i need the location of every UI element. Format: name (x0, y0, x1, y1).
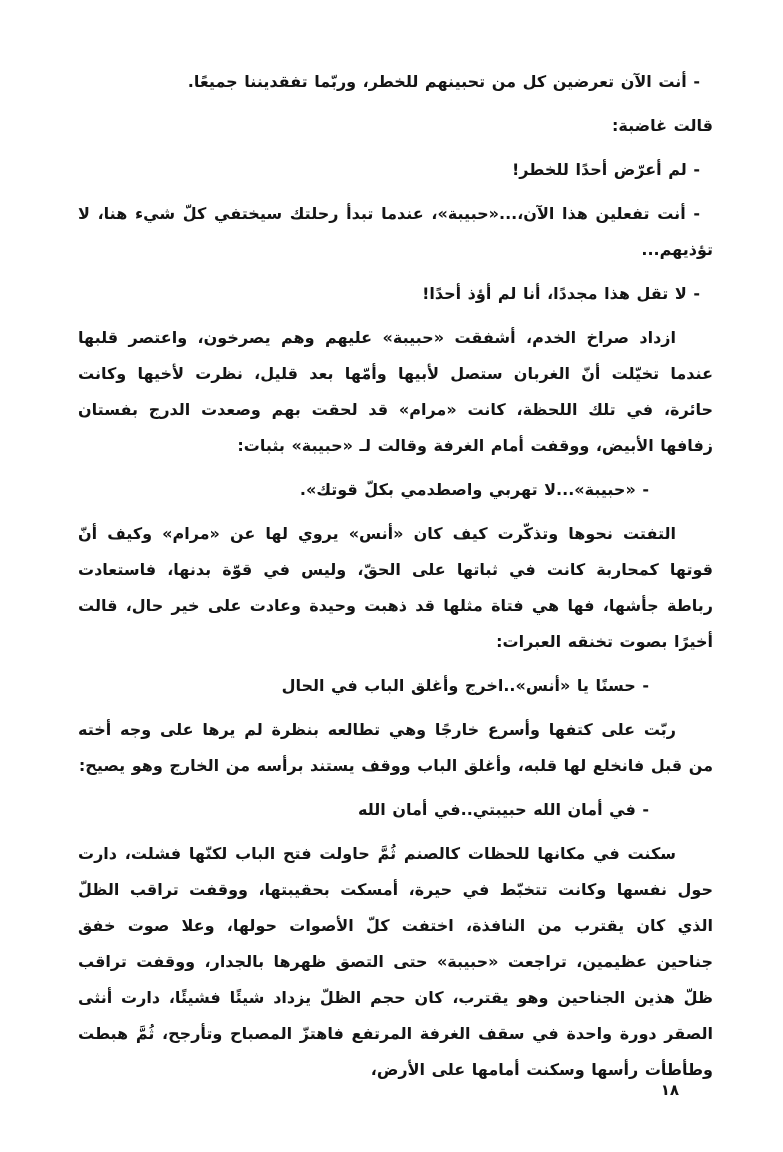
dialogue-line: - لم أعرّض أحدًا للخطر! (511, 160, 700, 179)
page-number: ١٨ (660, 1081, 679, 1099)
speech-tag-line: قالت غاضبة: (611, 116, 713, 135)
narration-paragraph: سكنت في مكانها للحظات كالصنم ثُمَّ حاولت فتح الباب لكنّها فشلت، دارت حول نفسها وكانت تتخبّط في حيرة، أمسكت بحقيبتها، ووقفت تراقب الظلّ الذي كان يقترب من النافذة، اختفت كلّ الأصوات حولها، وعلا صوت خفق جناحين عظيمين، تراجعت «حبيبة» حتى التصق ظهرها بالجدار، ووقفت تراقب ظلّ هذين الجناحين وهو يقترب، كان حجم الظلّ يزداد شيئًا فشيئًا، دارت أنثى الصقر دورة واحدة في سقف الغرفة المرتفع فاهتزّ المصباح وتأرجح، ثُمَّ هبطت وطأطأت رأسها وسكنت أمامها على الأرض، (78, 844, 713, 1079)
dialogue-line: - أنت الآن تعرضين كل من تحبينهم للخطر، وربّما تفقديننا جميعًا. (187, 72, 700, 91)
dialogue-line: - أنت تفعلين هذا الآن،...«حبيبة»، عندما تبدأ رحلتك سيختفي كلّ شيء هنا، لا تؤذيهم... (78, 204, 713, 259)
dialogue-line-indent: - «حبيبة»...لا تهربي واصطدمي بكلّ قوتك». (299, 480, 649, 499)
dialogue-line-indent: - في أمان الله حبيبتي..في أمان الله (358, 800, 649, 819)
dialogue-line-indent: - حسنًا يا «أنس»..اخرج وأغلق الباب في الحال (281, 676, 649, 695)
narration-paragraph: التفتت نحوها وتذكّرت كيف كان «أنس» يروي لها عن «مرام» وكيف أنّ قوتها كمحاربة كانت في ثباتها على الحقّ، وليس في قوّة بدنها، فاستعادت رباطة جأشها، فها هي فتاة مثلها قد ذهبت وحيدة وعادت على خير حال، قالت أخيرًا بصوت تخنقه العبرات: (78, 524, 713, 651)
dialogue-line: - لا تقل هذا مجددًا، أنا لم أؤذ أحدًا! (422, 284, 700, 303)
narration-paragraph: ازداد صراخ الخدم، أشفقت «حبيبة» عليهم وهم يصرخون، واعتصر قلبها عندما تخيّلت أنّ الغربان ستصل لأبيها وأمّها بعد قليل، نظرت لأخيها وكانت حائرة، في تلك اللحظة، كانت «مرام» قد لحقت بهم وصعدت الدرج بفستان زفافها الأبيض، ووقفت أمام الغرفة وقالت لـ «حبيبة» بثبات: (78, 328, 713, 455)
narration-paragraph: ربّت على كتفها وأسرع خارجًا وهي تطالعه بنظرة لم يرها على وجه أخته من قبل فانخلع لها قلبه، وأغلق الباب ووقف يستند برأسه من الخارج وهو يصيح: (78, 720, 713, 775)
